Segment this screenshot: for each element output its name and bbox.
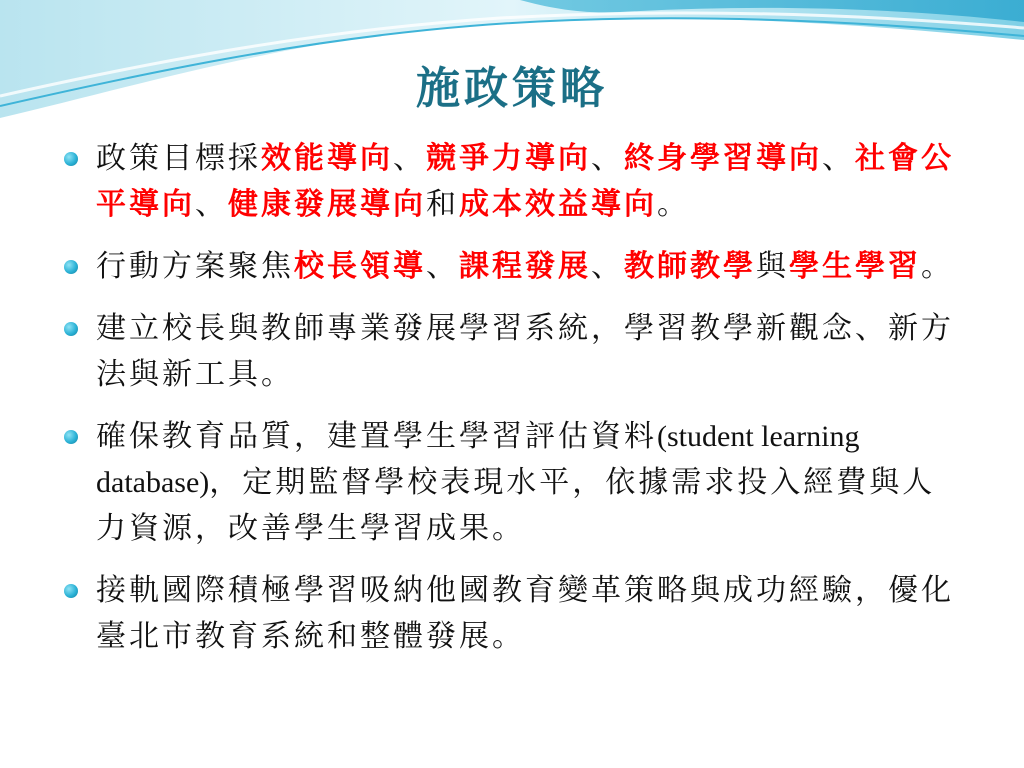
body-text: 、	[195, 187, 228, 222]
bullet-icon	[64, 152, 78, 166]
highlighted-text: 校長領導	[294, 249, 426, 284]
highlighted-text: 課程發展	[459, 249, 591, 284]
body-text: 、	[822, 141, 855, 176]
bullet-item	[60, 136, 960, 228]
slide-title: 施政策略	[416, 63, 608, 114]
body-text: ，定期監督學校表現水平，依據需求投入經費與人力資源，改善學生學習成果。	[96, 465, 936, 546]
bullet-icon	[64, 260, 78, 274]
highlighted-text: 教師教學	[624, 249, 756, 284]
bullet-item	[60, 414, 960, 552]
body-text: 。	[921, 249, 954, 284]
highlighted-text: 競爭力導向	[426, 141, 591, 176]
bullet-list	[60, 136, 960, 676]
highlighted-text: 成本效益導向	[459, 187, 657, 222]
body-text: 建立校長與教師專業發展學習系統，學習教學新觀念、新方法與新工具。	[96, 311, 954, 392]
bullet-item	[60, 244, 960, 290]
body-text: 政策目標採	[96, 141, 261, 176]
bullet-icon	[64, 584, 78, 598]
body-text: (student learning database)	[96, 420, 860, 499]
bullet-icon	[64, 430, 78, 444]
body-text: 接軌國際積極學習吸納他國教育變革策略與成功經驗，優化臺北市教育系統和整體發展。	[96, 573, 954, 654]
highlighted-text: 學生學習	[789, 249, 921, 284]
bullet-item	[60, 306, 960, 398]
bullet-icon	[64, 322, 78, 336]
highlighted-text: 健康發展導向	[228, 187, 426, 222]
body-text: 、	[591, 141, 624, 176]
body-text: 確保教育品質，建置學生學習評估資料	[96, 419, 657, 454]
body-text: 、	[393, 141, 426, 176]
body-text: 與	[756, 249, 789, 284]
body-text: 行動方案聚焦	[96, 249, 294, 284]
body-text: 、	[591, 249, 624, 284]
highlighted-text: 終身學習導向	[624, 141, 822, 176]
bullet-item	[60, 568, 960, 660]
highlighted-text: 社會公平導向	[96, 141, 954, 222]
body-text: 、	[426, 249, 459, 284]
body-text: 。	[657, 187, 690, 222]
highlighted-text: 效能導向	[261, 141, 393, 176]
body-text: 和	[426, 187, 459, 222]
